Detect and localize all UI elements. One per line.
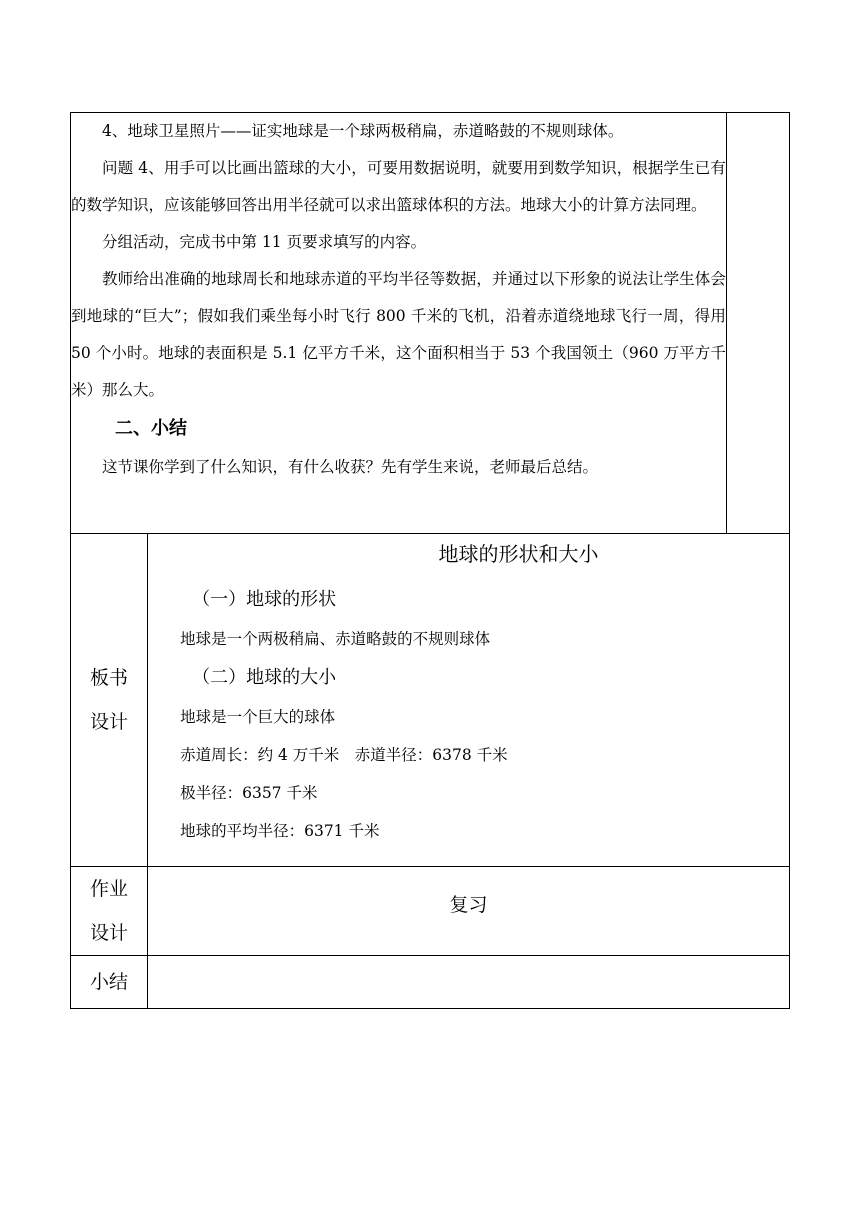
- process-paragraph-1: 4、地球卫星照片——证实地球是一个球两极稍扁，赤道略鼓的不规则球体。: [102, 122, 624, 140]
- board-line-size: 地球是一个巨大的球体: [180, 708, 336, 726]
- board-subheading-shape: （一）地球的形状: [192, 589, 337, 610]
- homework-content-cell: [148, 867, 790, 956]
- homework-row: [71, 867, 790, 956]
- process-row: [71, 113, 790, 534]
- board-row: [71, 534, 790, 867]
- board-label-cell: [71, 534, 148, 867]
- homework-content: 复习: [449, 894, 488, 916]
- board-content-cell: [148, 534, 790, 867]
- homework-label-line1: 作业: [90, 878, 129, 900]
- lesson-plan-table: [70, 112, 790, 1009]
- process-paragraph-4: 教师给出准确的地球周长和地球赤道的平均半径等数据，并通过以下形象的说法让学生体会到地球的“巨大”；假如我们乘坐每小时飞行 800 千米的飞机，沿着赤道绕地球飞行一周，得用 50 个小时。地球的表面积是 5.1 亿平方千米，这个面积相当于 53 个我国领土（960 万平方千米）那么大。: [71, 270, 726, 399]
- board-label-line2: 设计: [90, 711, 129, 733]
- board-line-polar: 极半径：6357 千米: [180, 784, 318, 802]
- board-title: 地球的形状和大小: [438, 542, 599, 566]
- homework-label-cell: [71, 867, 148, 956]
- board-line-equator: 赤道周长：约 4 万千米 赤道半径：6378 千米: [180, 746, 508, 764]
- summary-label: 小结: [90, 971, 129, 993]
- board-line-average: 地球的平均半径：6371 千米: [180, 822, 380, 840]
- process-side-cell: [726, 113, 789, 534]
- board-label-line1: 板书: [90, 667, 129, 689]
- process-paragraph-3: 分组活动，完成书中第 11 页要求填写的内容。: [102, 233, 427, 251]
- board-subheading-size: （二）地球的大小: [192, 667, 337, 688]
- summary-row: [71, 956, 790, 1009]
- summary-heading: 二、小结: [115, 418, 187, 439]
- homework-label-line2: 设计: [90, 922, 129, 944]
- summary-text: 这节课你学到了什么知识，有什么收获？先有学生来说，老师最后总结。: [102, 458, 599, 476]
- board-line-shape: 地球是一个两极稍扁、赤道略鼓的不规则球体: [180, 630, 491, 648]
- process-cell: [71, 113, 727, 534]
- summary-label-cell: [71, 956, 148, 1009]
- process-paragraph-2: 问题 4、用手可以比画出篮球的大小，可要用数据说明，就要用到数学知识，根据学生已有的数学知识，应该能够回答出用半径就可以求出篮球体积的方法。地球大小的计算方法同理。: [71, 159, 726, 214]
- summary-content-cell: [148, 956, 790, 1009]
